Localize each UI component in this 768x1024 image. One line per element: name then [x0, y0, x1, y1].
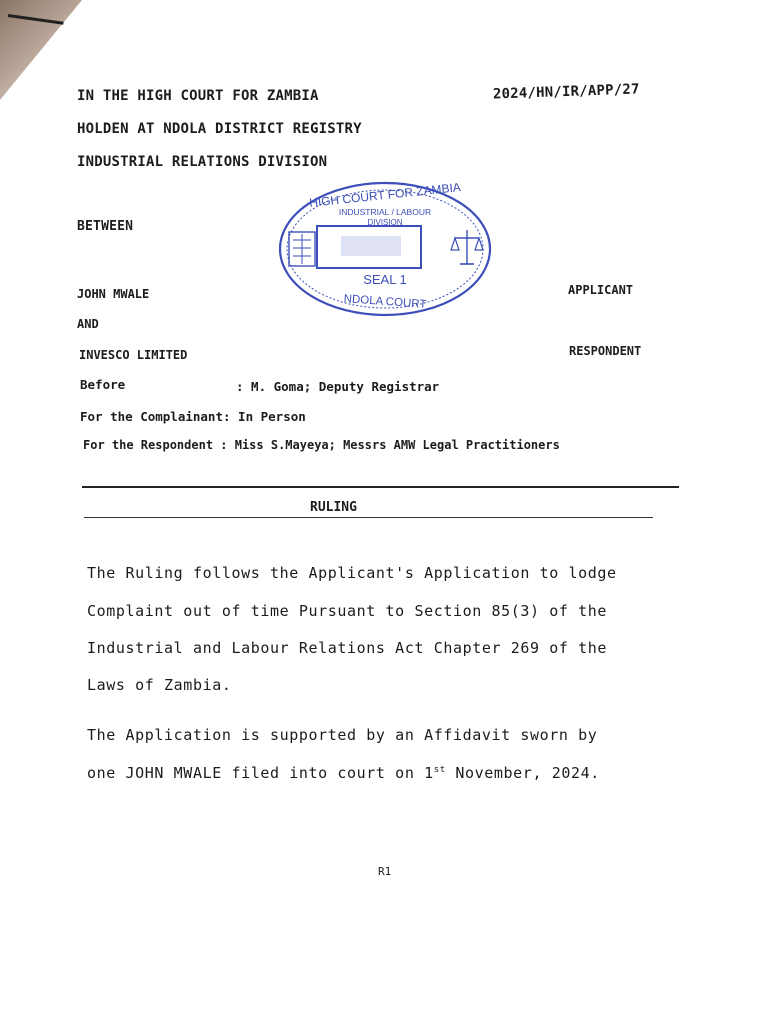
paragraph2-line2: [87, 764, 600, 782]
ordinal-suffix: st: [433, 765, 446, 775]
before-value: : M. Goma; Deputy Registrar: [236, 379, 440, 394]
registry: HOLDEN AT NDOLA DISTRICT REGISTRY: [77, 121, 362, 137]
division: INDUSTRIAL RELATIONS DIVISION: [77, 154, 328, 170]
court-stamp: [277, 180, 493, 318]
paragraph1-line1: The Ruling follows the Applicant's Application to lodge: [87, 564, 617, 582]
page-number: R1: [378, 865, 392, 878]
paragraph1-line3: Industrial and Labour Relations Act Chapter 269 of the: [87, 639, 608, 657]
ruling-title: RULING: [310, 500, 357, 515]
stamp-bottom: NDOLA COURT: [343, 293, 427, 311]
paragraph1-line2: Complaint out of time Pursuant to Section 85(3) of the: [87, 602, 608, 620]
stamp-line2: DIVISION: [367, 218, 403, 227]
scales-of-justice-icon: [451, 230, 483, 264]
divider-thick: [82, 486, 679, 488]
coat-of-arms-icon: [289, 232, 315, 266]
applicant-name: JOHN MWALE: [77, 287, 150, 301]
paragraph2-line2-date: November, 2024.: [445, 764, 600, 782]
respondent-role: RESPONDENT: [569, 344, 642, 358]
divider-thin: [84, 517, 653, 518]
paragraph2-line1: The Application is supported by an Affidavit sworn by: [87, 726, 598, 744]
between-label: BETWEEN: [77, 219, 134, 234]
paragraph1-line4: Laws of Zambia.: [87, 676, 232, 694]
case-number: 2024/HN/IR/APP/27: [492, 81, 640, 103]
complainant-counsel: For the Complainant: In Person: [80, 409, 306, 424]
and-label: AND: [77, 317, 99, 331]
respondent-counsel: For the Respondent : Miss S.Mayeya; Messrs AMW Legal Practitioners: [83, 438, 560, 452]
applicant-role: APPLICANT: [568, 283, 634, 297]
before-label: Before: [80, 377, 126, 392]
stamp-top-arc: HIGH COURT FOR ZAMBIA: [308, 180, 462, 210]
court-name: IN THE HIGH COURT FOR ZAMBIA: [77, 88, 319, 104]
stamp-line1: INDUSTRIAL / LABOUR: [338, 207, 432, 217]
paragraph2-line2-text: one JOHN MWALE filed into court on 1: [87, 764, 434, 782]
respondent-name: INVESCO LIMITED: [79, 348, 188, 362]
stamp-seal: SEAL 1: [363, 272, 407, 287]
